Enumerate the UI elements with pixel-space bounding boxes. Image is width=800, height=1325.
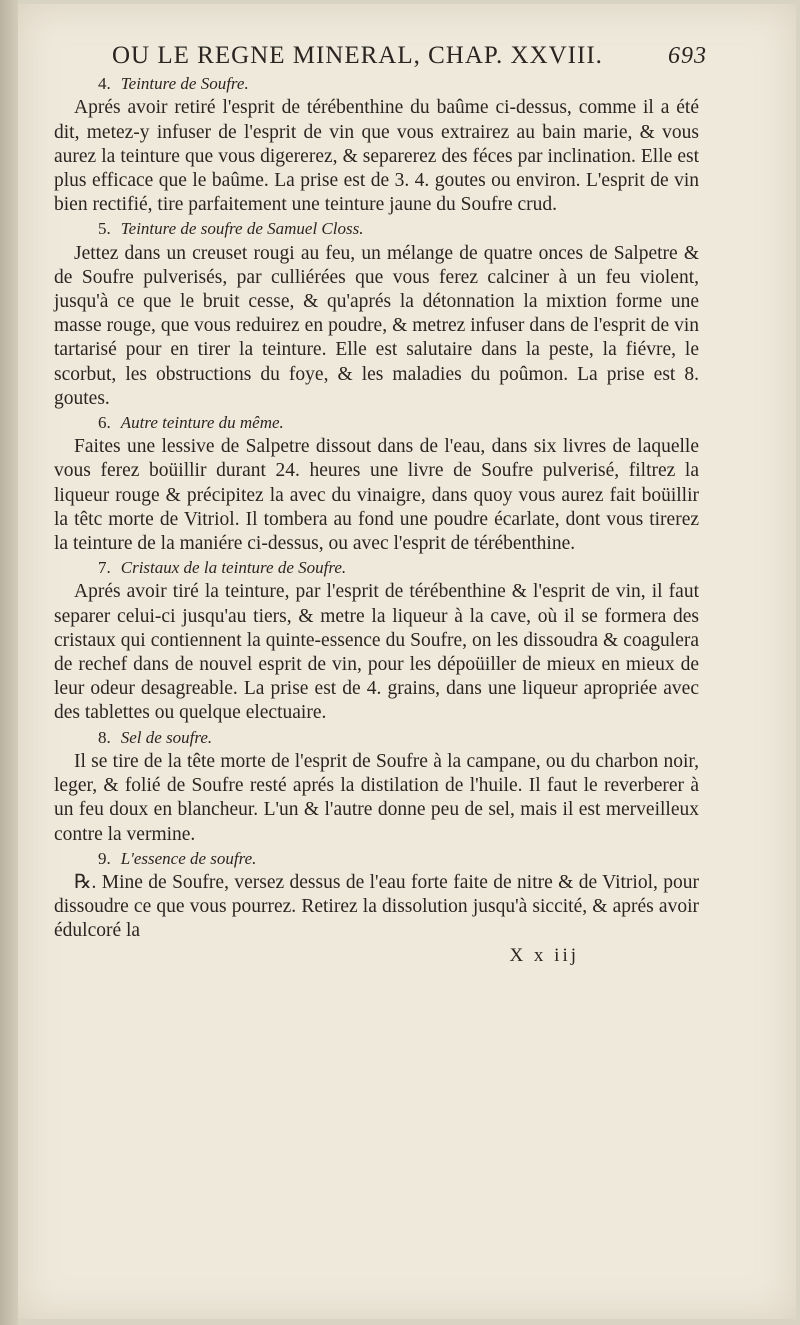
book-spine-shadow — [0, 0, 18, 1325]
section-number: 4. — [98, 74, 111, 94]
page-text-block — [54, 42, 707, 968]
section-title: Cristaux de la teinture de Soufre. — [120, 558, 347, 578]
section-title: Teinture de soufre de Samuel Closs. — [120, 219, 364, 239]
section-heading — [98, 847, 699, 871]
section-body: Faites une lessive de Salpetre dissout dans de l'eau, dans six livres de laquelle vous ferez boüillir durant 24. heures une livre de Soufre pulverisé, filtrez la liqueur rouge & précipitez la avec du vinaigre, dans quoy vous aurez fait boüillir la têtc morte de Vitriol. Il tombera au fond une poudre écarlate, dont vous tirerez la teinture de la maniére ci-dessus, ou avec l'esprit de térébenthine. — [54, 436, 699, 555]
section-number: 8. — [98, 727, 111, 747]
section-number: 5. — [98, 219, 111, 239]
section-body: Jettez dans un creuset rougi au feu, un mélange de quatre onces de Salpetre & de Soufre pulverisés, par culliérées que vous ferez calciner à un feu violent, jusqu'à ce que le bruit cesse, & qu'aprés la détonnation la mixtion forme une masse rouge, que vous reduirez en poudre, & metrez infuser dans de l'esprit de vin tartarisé pour en tirer la teinture. Elle est salutaire dans la peste, la fiévre, le scorbut, les obstructions du foye, & les maladies du poûmon. La prise est 8. goutes. — [54, 242, 699, 409]
section-body: Aprés avoir tiré la teinture, par l'esprit de térébenthine & l'esprit de vin, il faut separer celui-ci jusqu'au tiers, & metre la liqueur à la cave, où il se formera des cristaux qui contiennent la quinte-essence du Soufre, on les dissoudra & coagulera de rechef dans de nouvel esprit de vin, pour les dépoüiller de mieux en mieux de leur odeur desagreable. La prise est de 4. grains, dans une liqueur apropriée avec des tablettes ou quelque electuaire. — [54, 581, 699, 724]
running-header — [112, 42, 707, 69]
section-title: Teinture de Soufre. — [120, 74, 249, 94]
section-title: Autre teinture du même. — [120, 413, 284, 433]
section-body: ℞. Mine de Soufre, versez dessus de l'eau forte faite de nitre & de Vitriol, pour dissoudre ce que vous pourrez. Retirez la dissolution jusqu'à siccité, & aprés avoir édulcoré la — [54, 871, 699, 942]
section-heading — [98, 726, 699, 750]
running-title: OU LE REGNE MINERAL, CHAP. XXVIII. — [112, 42, 603, 69]
section-number: 6. — [98, 413, 111, 433]
section-number: 7. — [98, 558, 111, 578]
page-number: 693 — [668, 43, 707, 69]
section-heading — [98, 556, 699, 580]
section-title: Sel de soufre. — [120, 727, 213, 747]
section-body: Aprés avoir retiré l'esprit de térébenthine du baûme ci-dessus, comme il a été dit, metez-y infuser de l'esprit de vin que vous extrairez au bain marie, & vous aurez la teinture que vous digererez, & separerez des féces par inclination. Elle est plus efficace que le baûme. La prise est de 3. 4. goutes ou environ. L'esprit de vin bien rectifié, tire parfaitement une teinture jaune du Soufre crud. — [54, 97, 699, 216]
section-body: Il se tire de la tête morte de l'esprit de Soufre à la campane, ou du charbon noir, leger, & folié de Soufre resté aprés la distilation de l'huile. Il faut le reverberer à un feu doux en blancheur. L'un & l'autre donne peu de sel, mais il est merveilleux contre la vermine. — [54, 750, 699, 845]
book-page — [18, 4, 796, 1319]
section-heading — [98, 217, 699, 241]
section-number: 9. — [98, 848, 111, 868]
section-heading — [98, 72, 699, 96]
section-title: L'essence de soufre. — [120, 848, 257, 868]
signature-mark: X x iij — [509, 944, 579, 966]
section-heading — [98, 411, 699, 435]
